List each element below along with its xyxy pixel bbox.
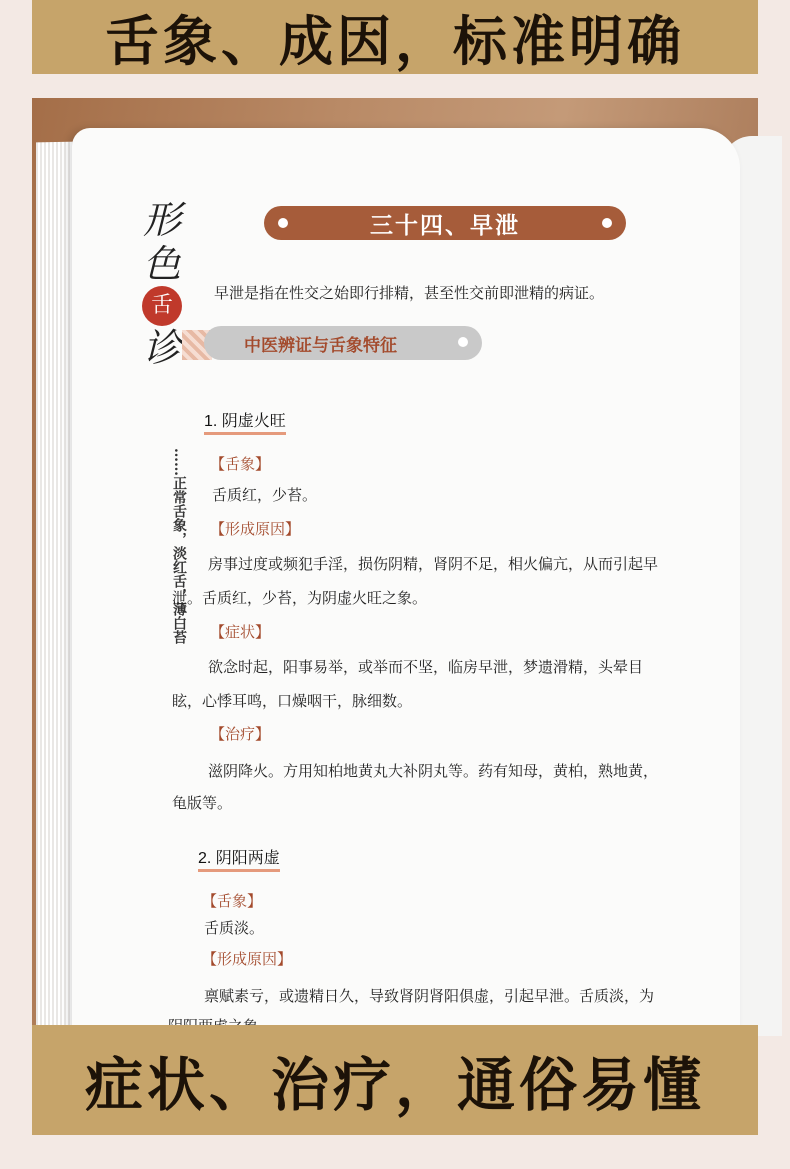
treat-line-2: 龟版等。 [172,794,233,812]
side-title-char-1: 形 [142,198,181,242]
section-title-bar [204,326,482,360]
top-banner: 舌象、成因，标准明确 [32,0,758,74]
symptom-line-2: 眩，心悸耳鸣，口燥咽干，脉细数。 [172,692,413,710]
tag-tongue-1: 【舌象】 [210,455,271,473]
bottom-banner: 症状、治疗，通俗易懂 [32,1025,758,1135]
chapter-title-text: 三十四、早泄 [370,211,520,239]
side-title-char-2: 色 [142,242,181,286]
section-title-text: 中医辨证与舌象特征 [244,335,397,356]
tongue-text-1: 舌质红，少苔。 [212,486,318,504]
subheading-2: 2. 阴阳两虚 [198,845,280,872]
tag-symptom-1: 【症状】 [210,623,271,641]
side-subtitle: ……正常舌象，淡红舌，薄白苔 [171,448,187,644]
tag-treat-1: 【治疗】 [210,725,271,743]
pill-dot-icon [458,337,468,347]
side-title-seal: 舌 [142,286,182,326]
book-photo [32,98,758,1025]
treat-line-1: 滋阴降火。方用知柏地黄丸大补阴丸等。药有知母，黄柏，熟地黄， [208,762,659,780]
tongue-text-2: 舌质淡。 [204,919,265,937]
cause-line-1: 房事过度或频犯手淫，损伤阴精，肾阴不足，相火偏亢，从而引起早 [208,555,659,573]
symptom-line-1: 欲念时起，阳事易举，或举而不坚，临房早泄，梦遗滑精，头晕目 [208,658,644,676]
side-title-char-4: 诊 [142,326,181,370]
subheading-1: 1. 阴虚火旺 [204,408,286,435]
intro-text: 早泄是指在性交之始即行排精，甚至性交前即泄精的病证。 [214,284,605,302]
pill-dot-icon [278,218,288,228]
section-title [182,326,482,360]
tag-cause-2: 【形成原因】 [202,950,293,968]
pill-dot-icon [602,218,612,228]
cause-line-2: 泄。舌质红，少苔，为阴虚火旺之象。 [172,589,428,607]
tag-tongue-2: 【舌象】 [202,892,263,910]
cause2-line-1: 禀赋素亏，或遗精日久，导致肾阴肾阳俱虚，引起早泄。舌质淡，为 [204,987,655,1005]
tag-cause-1: 【形成原因】 [210,520,301,538]
page-stack-edge [36,142,76,1043]
chapter-title [264,206,626,240]
